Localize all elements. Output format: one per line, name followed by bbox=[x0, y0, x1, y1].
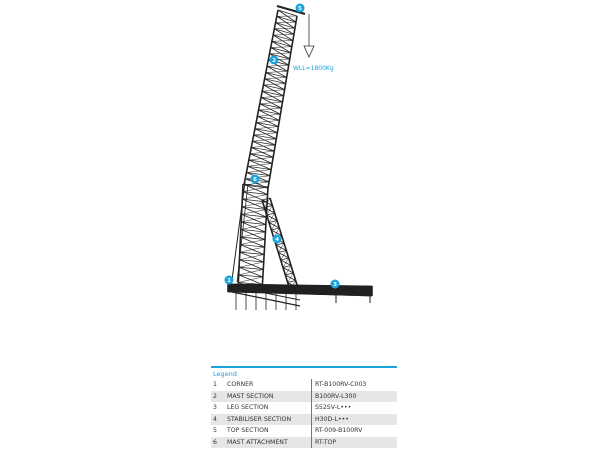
svg-text:5: 5 bbox=[298, 6, 302, 12]
badge-2 bbox=[270, 56, 279, 65]
legend-num: 3 bbox=[213, 404, 217, 412]
legend-num: 4 bbox=[213, 415, 217, 423]
legend-row bbox=[211, 391, 397, 403]
legend-code: RT-B100RV-C003 bbox=[311, 379, 397, 391]
legend-title: Legend bbox=[213, 370, 237, 378]
load-arrow bbox=[304, 14, 314, 57]
svg-text:6: 6 bbox=[253, 177, 257, 183]
legend-row bbox=[211, 437, 397, 449]
badge-4 bbox=[273, 235, 282, 244]
legend-code: RT-009-B100RV bbox=[311, 425, 397, 437]
legend-name: MAST SECTION bbox=[227, 392, 274, 400]
svg-text:3: 3 bbox=[333, 282, 337, 288]
legend-row bbox=[211, 402, 397, 414]
legend-code: RT-TOP bbox=[311, 437, 397, 449]
legend-table bbox=[211, 366, 397, 448]
legend-name: TOP SECTION bbox=[227, 427, 269, 435]
legend-num: 5 bbox=[213, 427, 217, 435]
legend-num: 2 bbox=[213, 392, 217, 400]
legend-name: LEG SECTION bbox=[227, 404, 269, 412]
legend-name: MAST ATTACHMENT bbox=[227, 438, 288, 446]
legend-code: S52SV-L••• bbox=[311, 402, 397, 414]
legend-row bbox=[211, 379, 397, 391]
legend-row bbox=[211, 425, 397, 437]
legend-code: B100RV-L300 bbox=[311, 391, 397, 403]
svg-text:4: 4 bbox=[275, 237, 279, 243]
wll-label: WLL=1800Kg bbox=[293, 65, 334, 72]
legend-num: 6 bbox=[213, 438, 217, 446]
badge-5 bbox=[296, 4, 305, 13]
legend-row bbox=[211, 414, 397, 426]
legend-name: CORNER bbox=[227, 381, 254, 389]
svg-text:2: 2 bbox=[272, 58, 276, 64]
badge-3 bbox=[331, 280, 340, 289]
svg-text:1: 1 bbox=[227, 278, 231, 284]
badge-1 bbox=[225, 276, 234, 285]
legend-code: H30D-L••• bbox=[311, 414, 397, 426]
badge-6 bbox=[251, 175, 260, 184]
legend-num: 1 bbox=[213, 381, 217, 389]
legend-name: STABILISER SECTION bbox=[227, 415, 292, 423]
